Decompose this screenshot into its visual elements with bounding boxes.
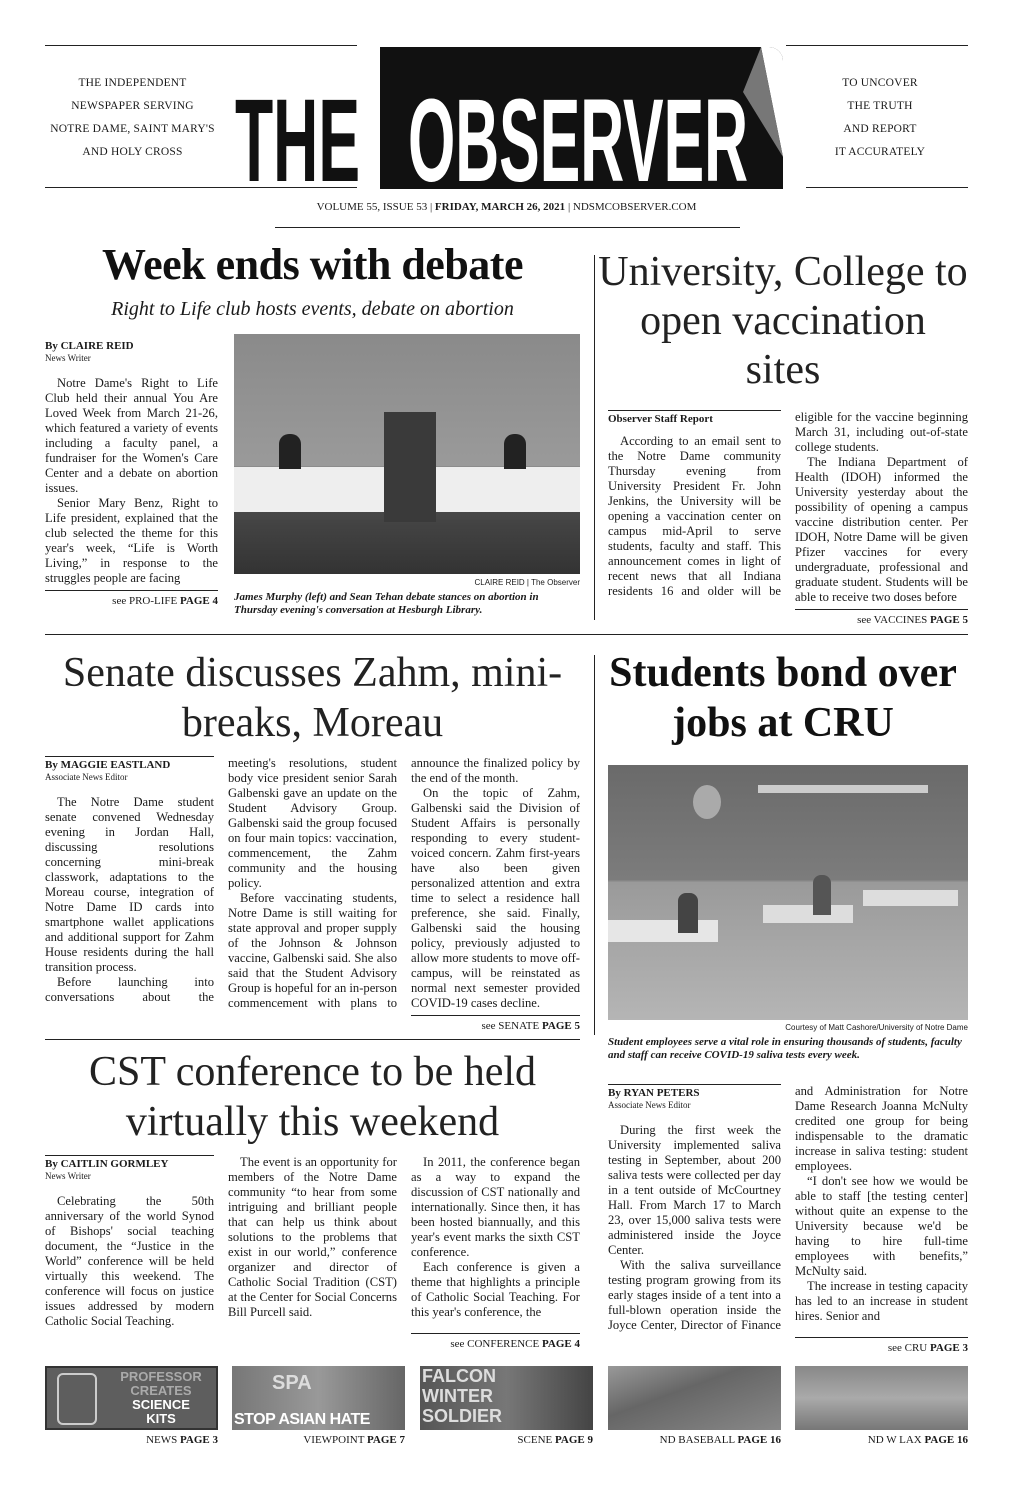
paragraph: The increase in testing capacity has led to an increase in student hires. Senior and (795, 1279, 968, 1323)
issue-date: FRIDAY, MARCH 26, 2021 (434, 201, 566, 213)
cru-photo (608, 765, 968, 1020)
balloon (693, 785, 721, 819)
byline: By CAITLIN GORMLEY (45, 1155, 214, 1171)
tagline-line: THE INDEPENDENT (78, 77, 187, 89)
jump-page: PAGE 3 (930, 1342, 968, 1354)
teaser-news-label[interactable] (45, 1434, 218, 1446)
photo-credit: Courtesy of Matt Cashore/University of Notre Dame (785, 1023, 968, 1032)
byline: By MAGGIE EASTLAND (45, 756, 214, 772)
debate-jump[interactable] (45, 590, 218, 607)
paragraph: The Indiana Department of Health (IDOH) informed the University yesterday about the possibility of opening a campus vaccine distribution center. Per IDOH, Notre Dame will be given Pfizer vaccines for every undergraduate, professional and graduate student. Students will be able to receive two doses before (795, 455, 968, 604)
tagline-line: TO UNCOVER (842, 77, 918, 89)
teaser-image-text: FALCON (422, 1366, 496, 1386)
column-divider (594, 655, 595, 1035)
paragraph: Senior Mary Benz, Right to Life president, explained that the club selected the theme for this year's week, “Life is Worth Living,” in response to the struggles people are facing (45, 496, 218, 585)
teaser-page: PAGE 7 (367, 1434, 405, 1446)
teaser-page: PAGE 3 (180, 1434, 218, 1446)
photo-caption: Student employees serve a vital role in ensuring thousands of students, faculty and staff can receive COVID-19 saliva tests every week. (608, 1036, 962, 1061)
teaser-wlax-label[interactable] (795, 1434, 968, 1446)
cst-jump[interactable] (411, 1333, 580, 1350)
teaser-baseball-image[interactable] (608, 1366, 781, 1430)
jump-label: see CRU (887, 1342, 928, 1354)
teaser-image-text: SPA (272, 1372, 312, 1394)
byline-role: Associate News Editor (45, 772, 128, 782)
cru-column (608, 1084, 968, 1354)
person (813, 875, 831, 915)
teaser-section: ND BASEBALL (659, 1434, 735, 1446)
person (678, 893, 698, 933)
senate-column (45, 756, 580, 1032)
senate-jump[interactable] (411, 1015, 580, 1032)
paragraph: According to an email sent to the Notre Dame community Thursday evening from University President Fr. John Jenkins, the University will be opening a vaccination center on campus mid-April to serve students, faculty and staff. This announcement comes in light of recent news that all Indiana residents 16 and older will be eligible for the vaccine beginning March 31, including out-of-state college students. (608, 410, 968, 598)
teaser-section: SCENE (517, 1434, 553, 1446)
teaser-image-text: SCIENCE (132, 1397, 190, 1412)
teaser-baseball-label[interactable] (608, 1434, 781, 1446)
debate-photo (234, 334, 580, 574)
paragraph: In 2011, the conference began as a way to expand the discussion of CST nationally and internationally. Since then, it has been hosted biannually, and this year's event marks the sixth CST conference. (411, 1155, 580, 1259)
jump-page: PAGE 4 (180, 595, 218, 607)
jump-label: see VACCINES (857, 614, 928, 626)
jump-page: PAGE 5 (930, 614, 968, 626)
teaser-page: PAGE 16 (924, 1434, 968, 1446)
person (279, 434, 301, 469)
paragraph: Celebrating the 50th anniversary of the world Synod of Bishops' social teaching document, the “Justice in the World” conference will be held virtually this weekend. The conference will focus on justice issues addressed by modern Catholic Social Teaching. (45, 1194, 214, 1328)
tagline-line: NEWSPAPER SERVING (71, 100, 194, 112)
photo-credit: CLAIRE REID | The Observer (474, 578, 580, 587)
tagline-line: AND HOLY CROSS (82, 146, 183, 158)
jump-page: PAGE 5 (542, 1020, 580, 1032)
paragraph: The Notre Dame student senate convened Wednesday evening in Jordan Hall, discussing resolutions concerning mini-break classwork, adaptations to the Moreau course, integration of Notre Dame ID cards into smartphone wallet applications and additional support for Zahm House residents during the hall transition process. (45, 795, 214, 974)
masthead-observer: OBSERVER (408, 75, 748, 185)
paragraph: Notre Dame's Right to Life Club held their annual You Are Loved Week from March 21-26, which featured a variety of events including a faculty panel, a fundraiser for the Women's Care Center and a debate on abortion issues. (45, 376, 218, 495)
paragraph: Before launching into conversations about the meeting's resolutions, student body vice president senior Sarah Galbenski gave an update on the Student Advisory Group. Galbenski said the group focused on four main topics: vaccination, commencement, the Zahm community and the housing policy. (45, 756, 397, 1004)
teaser-scene-label[interactable] (420, 1434, 593, 1446)
cst-column (45, 1155, 580, 1350)
byline-role: News Writer (45, 353, 91, 363)
photo-caption: James Murphy (left) and Sean Tehan debate stances on abortion in Thursday evening's conversation at Hesburgh Library. (234, 591, 539, 616)
issue-line (0, 201, 1013, 213)
paragraph: Before vaccinating students, Notre Dame is still waiting for state approval and proper supply of the Johnson & Johnson vaccine, Galbenski said. She also said that the Student Advisory Group is hopeful for an in-person commencement with plans to announce the finalized policy by the end of the month. (228, 756, 580, 1010)
byline: By RYAN PETERS (608, 1084, 781, 1100)
teaser-news-image[interactable] (45, 1366, 218, 1430)
teaser-wlax-image[interactable] (795, 1366, 968, 1430)
table (763, 905, 853, 923)
senate-headline[interactable]: Senate discusses Zahm, mini-breaks, Moreau (62, 650, 563, 746)
tagline-line: THE TRUTH (847, 100, 913, 112)
cst-headline[interactable]: CST conference to be held virtually this weekend (88, 1049, 537, 1145)
section-divider (45, 634, 968, 635)
table (608, 920, 718, 942)
teaser-section: NEWS (146, 1434, 178, 1446)
paragraph: During the first week the University implemented saliva testing in September, about 200 saliva tests were collected per day in a tent outside of McCourtney Hall. From March 17 to March 23, over 15,000 saliva tests were administered inside the Joyce Center. (608, 1123, 781, 1257)
masthead-rule (45, 45, 357, 46)
page-curl-icon (723, 47, 783, 157)
jump-label: see SENATE (481, 1020, 540, 1032)
cst-body (45, 1155, 580, 1329)
right-tagline (800, 72, 960, 164)
cru-body (608, 1084, 968, 1333)
teaser-image-text: PROFESSOR (120, 1369, 202, 1384)
vaccines-column (608, 410, 968, 626)
teaser-viewpoint-label[interactable] (232, 1434, 405, 1446)
flask-icon (57, 1373, 97, 1425)
divider (275, 227, 740, 228)
masthead-rule (786, 45, 968, 46)
masthead-the: THE (235, 75, 360, 185)
byline-role: Associate News Editor (608, 1100, 691, 1110)
paragraph: With the saliva surveillance testing program growing from its early stages inside of a tent into a full-blown operation inside the Joyce Center, Director of Finance and Administration for Notre Dame Research Joanna McNulty credited one group for being indispensable to the dramatic increase in saliva testing: student employees. (608, 1084, 968, 1332)
issue-number: VOLUME 55, ISSUE 53 | (316, 201, 433, 213)
person (504, 434, 526, 469)
masthead-rule (806, 187, 968, 188)
vaccines-jump[interactable] (795, 609, 968, 626)
table (863, 890, 958, 906)
banner (758, 785, 928, 793)
teaser-image-text: WINTER (422, 1386, 493, 1406)
teaser-page: PAGE 9 (555, 1434, 593, 1446)
vaccines-headline[interactable]: University, College to open vaccination sites (598, 249, 968, 393)
column-divider (594, 255, 595, 620)
debate-body (45, 340, 218, 586)
masthead-logo-box (380, 47, 783, 189)
teaser-image-text: STOP ASIAN HATE (234, 1411, 370, 1428)
senate-body (45, 756, 580, 1011)
byline-role: News Writer (45, 1171, 91, 1181)
website-link[interactable]: | NDSMCOBSERVER.COM (567, 201, 697, 213)
teaser-section: VIEWPOINT (303, 1434, 365, 1446)
masthead-observer-logo (408, 75, 753, 185)
debate-subhead: Right to Life club hosts events, debate on abortion (111, 298, 514, 320)
debate-column (45, 340, 218, 607)
byline: By CLAIRE REID (45, 340, 134, 352)
teaser-scene-image[interactable] (420, 1366, 593, 1430)
tagline-line: IT ACCURATELY (834, 146, 926, 158)
section-divider (45, 1039, 580, 1040)
vaccines-body (608, 410, 968, 605)
debate-headline[interactable]: Week ends with debate (102, 240, 523, 289)
paragraph: “I don't see how we would be able to staff [the testing center] without quite an expense to the University because we'd be having to hire full-time employees with benefits,” McNulty said. (795, 1174, 968, 1278)
masthead-rule (45, 187, 357, 188)
paragraph: Each conference is given a theme that highlights a principle of Catholic Social Teaching. For this year's conference, the (411, 1260, 580, 1319)
jump-label: see PRO-LIFE (112, 595, 178, 607)
podium (384, 412, 436, 522)
teaser-page: PAGE 16 (737, 1434, 781, 1446)
teaser-image-text: CREATES (130, 1383, 192, 1398)
byline: Observer Staff Report (608, 410, 781, 426)
masthead-the-logo (235, 75, 365, 185)
paragraph: On the topic of Zahm, Galbenski said the Division of Student Affairs is personally responding to every student-voiced concern. Zahm first-years have also been given personalized attention and extra time to select a residence hall preference, she said. Finally, Galbenski said the housing policy, previously adjusted to allow more students to move off-campus, will be reinstated as normal next semester provided COVID-19 cases decline. (411, 786, 580, 1010)
teaser-image-text: SOLDIER (422, 1406, 503, 1426)
left-tagline (45, 72, 220, 164)
jump-label: see CONFERENCE (450, 1338, 540, 1350)
teaser-viewpoint-image[interactable] (232, 1366, 405, 1430)
cru-jump[interactable] (795, 1337, 968, 1354)
jump-page: PAGE 4 (542, 1338, 580, 1350)
tagline-line: AND REPORT (843, 123, 917, 135)
teaser-image-text: KITS (146, 1411, 176, 1426)
cru-headline[interactable]: Students bond over jobs at CRU (609, 650, 957, 746)
tagline-line: NOTRE DAME, SAINT MARY'S (50, 123, 215, 135)
teaser-section: ND W LAX (867, 1434, 922, 1446)
paragraph: The event is an opportunity for members of the Notre Dame community “to hear from some intriguing and brilliant people that can help us think about solutions to the problems that exist in our world,” conference organizer and director of Catholic Social Tradition (CST) at the Center for Social Concerns Bill Purcell said. (228, 1155, 397, 1319)
